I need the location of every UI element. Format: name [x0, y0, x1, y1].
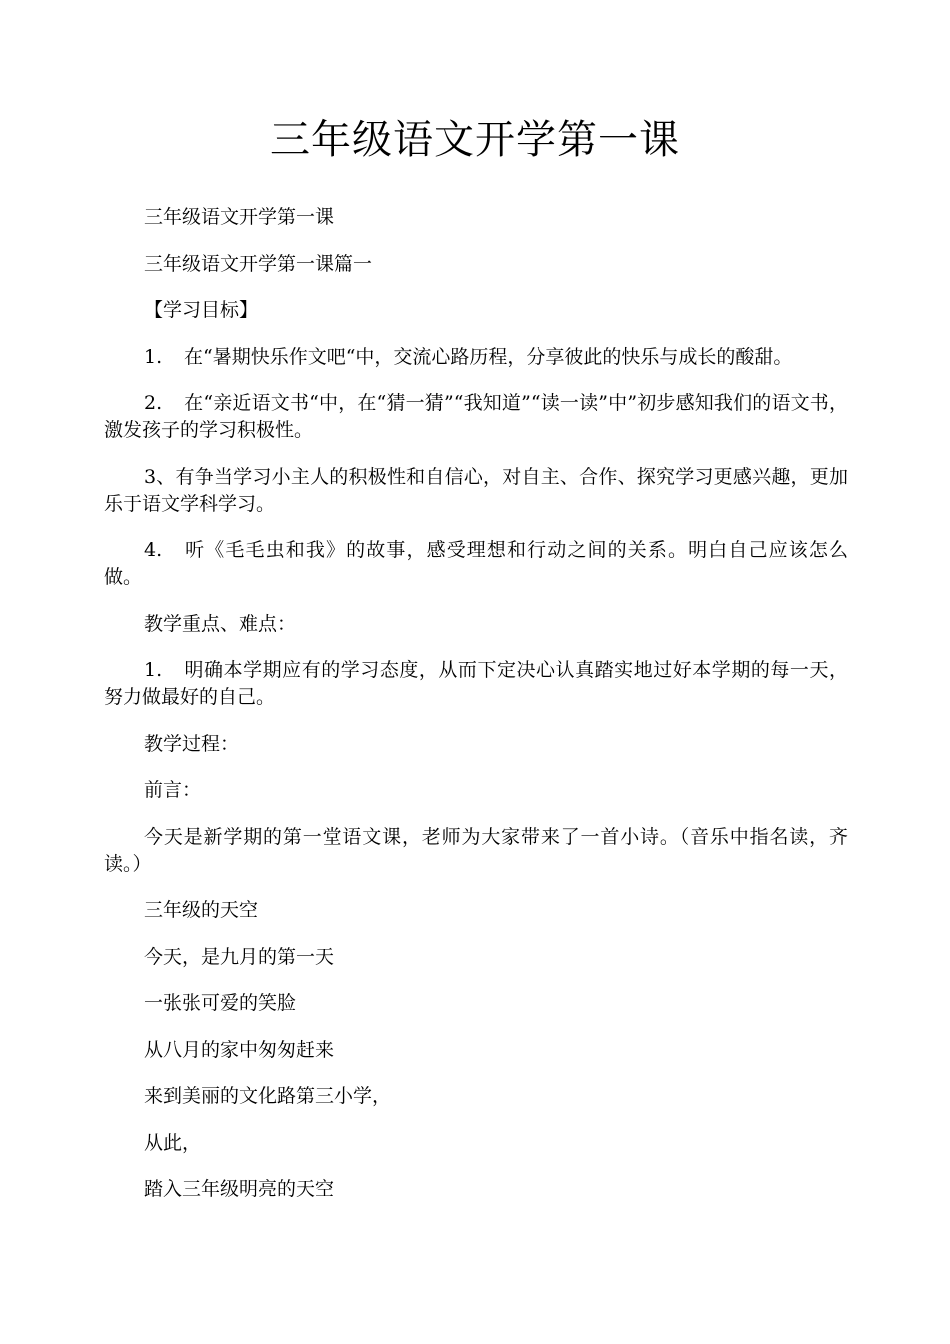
document-title: 三年级语文开学第一课	[270, 117, 680, 163]
paragraph-text: 今天是新学期的第一堂语文课，老师为大家带来了一首小诗。（音乐中指名读，齐读。）	[104, 825, 848, 875]
poem-line	[104, 1130, 848, 1157]
paragraph-text: 明确本学期应有的学习态度，从而下定决心认真踏实地过好本学期的每一天，努力做最好的自己。	[104, 659, 848, 708]
poem-line	[104, 1176, 848, 1203]
section-heading	[104, 731, 848, 758]
paragraph-text: 从八月的家中匆匆赶来	[144, 1038, 335, 1061]
paragraph-text: 三年级语文开学第一课篇一	[144, 252, 373, 275]
document-body	[104, 204, 848, 1223]
paragraph-text: 教学重点、难点：	[144, 612, 297, 635]
item-number: 1.	[144, 345, 163, 368]
paragraph-text: 教学过程：	[144, 732, 240, 755]
item-number: 1.	[144, 659, 163, 681]
item-number: 2.	[144, 392, 163, 414]
paragraph-text: 三年级语文开学第一课	[144, 206, 335, 228]
numbered-item	[104, 464, 848, 518]
paragraph	[104, 204, 848, 231]
section-heading	[104, 297, 848, 324]
paragraph-text: 一张张可爱的笑脸	[144, 992, 297, 1014]
numbered-item	[104, 390, 848, 444]
paragraph-text: 在“暑期快乐作文吧“中，交流心路历程，分享彼此的快乐与成长的酸甜。	[184, 345, 793, 368]
poem-title	[104, 897, 848, 924]
poem-line	[104, 990, 848, 1017]
numbered-item	[104, 344, 848, 371]
paragraph-text: 三年级的天空	[144, 899, 259, 921]
section-heading	[104, 611, 848, 638]
numbered-item	[104, 657, 848, 711]
paragraph-text: 踏入三年级明亮的天空	[144, 1178, 335, 1200]
paragraph-text: 今天，是九月的第一天	[144, 945, 335, 968]
paragraph-text: 【学习目标】	[144, 299, 259, 321]
paragraph-text: 3、有争当学习小主人的积极性和自信心，对自主、合作、探究学习更感兴趣，更加乐于语文学科学习。	[104, 465, 848, 515]
paragraph	[104, 251, 848, 278]
paragraph	[104, 824, 848, 878]
section-heading	[104, 777, 848, 804]
paragraph-text: 前言：	[144, 779, 202, 801]
item-number: 4.	[144, 539, 163, 561]
numbered-item	[104, 537, 848, 591]
poem-line	[104, 1037, 848, 1064]
poem-line	[104, 944, 848, 971]
paragraph-text: 听《毛毛虫和我》的故事，感受理想和行动之间的关系。明白自己应该怎么做。	[104, 539, 848, 588]
paragraph-text: 来到美丽的文化路第三小学，	[144, 1085, 392, 1107]
paragraph-text: 在“亲近语文书“中，在“猜一猜”“我知道”“读一读”中”初步感知我们的语文书，激发孩子的学习积极性。	[104, 392, 848, 441]
paragraph-text: 从此，	[144, 1131, 202, 1154]
poem-line	[104, 1083, 848, 1110]
